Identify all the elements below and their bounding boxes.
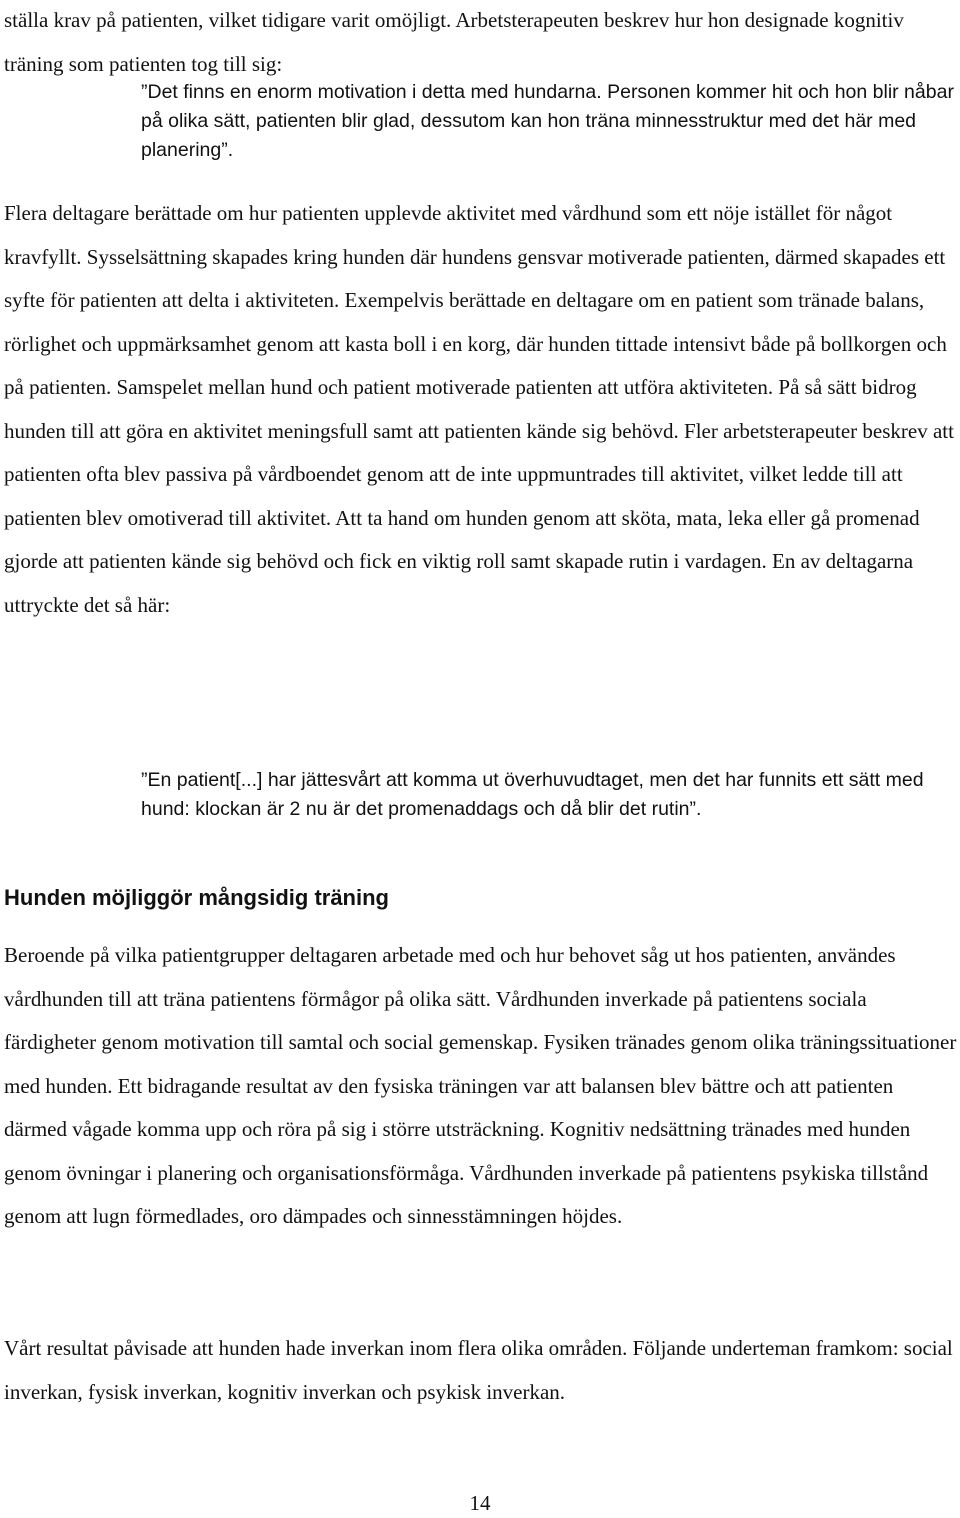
paragraph-results-summary: Vårt resultat påvisade att hunden hade inverkan inom flera olika områden. Följande underteman framkom: social inverkan, fysisk inverkan, kognitiv inverkan och psykisk inverkan. [4, 1336, 953, 1404]
intro-paragraph: ställa krav på patienten, vilket tidigare varit omöjligt. Arbetsterapeuten beskrev hur hon designade kognitiv träning som patienten tog till sig: [4, 8, 904, 76]
quote-motivation: ”Det finns en enorm motivation i detta med hundarna. Personen kommer hit och hon blir nåbar på olika sätt, patienten blir glad, dessutom kan hon träna minnesstruktur med det här med planering”. [141, 81, 954, 161]
paragraph-activity-with-dog: Flera deltagare berättade om hur patienten upplevde aktivitet med vårdhund som ett nöje istället för något kravfyllt. Sysselsättning skapades kring hunden där hundens gensvar motiverade patienten, därmed skapades ett syfte för patienten att delta i aktiviteten. Exempelvis berättade en deltagare om en patient som tränade balans, rörlighet och uppmärksamhet genom att kasta boll i en korg, där hunden tittade intensivt både på bollkorgen och på patienten. Samspelet mellan hund och patient motiverade patienten att utföra aktiviteten. På så sätt bidrog hunden till att göra en aktivitet meningsfull samt att patienten kände sig behövd. Fler arbetsterapeuter beskrev att patienten ofta blev passiva på vårdboendet genom att de inte uppmuntrades till aktivitet, vilket ledde till att patienten blev omotiverad till aktivitet. Att ta hand om hunden genom att sköta, mata, leka eller gå promenad gjorde att patienten kände sig behövd och fick en viktig roll samt skapade rutin i vardagen. En av deltagarna uttryckte det så här: [4, 201, 954, 617]
section-heading: Hunden möjliggör mångsidig träning [4, 885, 389, 910]
paragraph-versatile-training: Beroende på vilka patientgrupper deltagaren arbetade med och hur behovet såg ut hos patienten, användes vårdhunden till att träna patientens förmågor på olika sätt. Vårdhunden inverkade på patientens sociala färdigheter genom motivation till samtal och social gemenskap. Fysiken tränades genom olika träningssituationer med hunden. Ett bidragande resultat av den fysiska träningen var att balansen blev bättre och att patienten därmed vågade komma upp och röra på sig i större utsträckning. Kognitiv nedsättning tränades med hunden genom övningar i planering och organisationsförmåga. Vårdhunden inverkade på patientens psykiska tillstånd genom att lugn förmedlades, oro dämpades och sinnesstämningen höjdes. [4, 943, 957, 1228]
quote-routine: ”En patient[...] har jättesvårt att komma ut överhuvudtaget, men det har funnits ett sätt med hund: klockan är 2 nu är det promenaddags och då blir det rutin”. [141, 769, 924, 820]
page-number: 14 [469, 1491, 491, 1515]
